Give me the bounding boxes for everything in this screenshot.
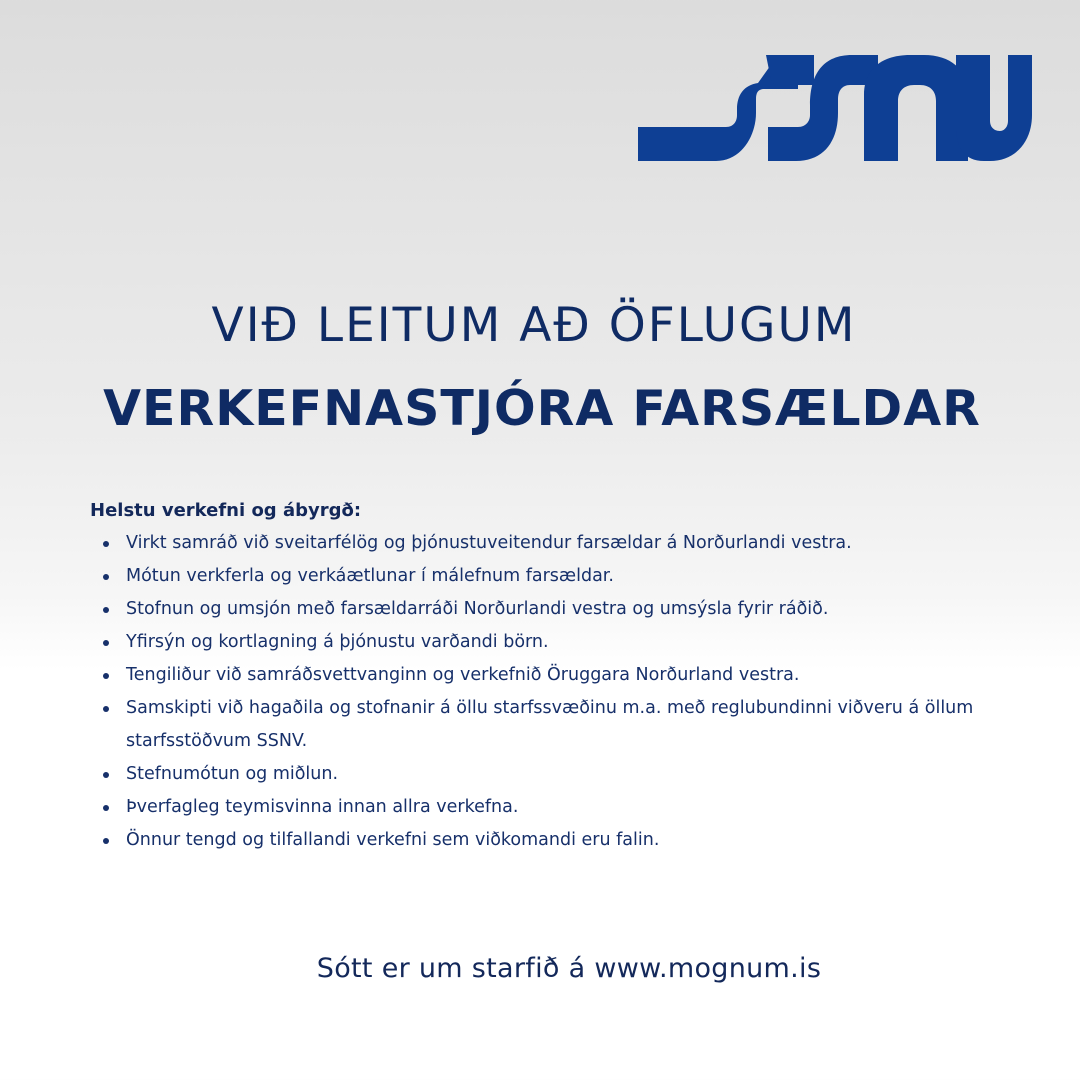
list-item [90, 758, 1030, 791]
bullet-icon [103, 805, 109, 811]
list-item-text: Samskipti við hagaðila og stofnanir á öllu starfssvæðinu m.a. með reglubundinni viðveru á öllum starfsstöðvum SSNV. [126, 698, 974, 751]
list-item-text: Stofnun og umsjón með farsældarráði Norðurlandi vestra og umsýsla fyrir ráðið. [126, 599, 829, 619]
list-item-text: Önnur tengd og tilfallandi verkefni sem viðkomandi eru falin. [126, 830, 660, 850]
responsibilities-list [90, 527, 1030, 857]
list-item [90, 560, 1030, 593]
application-link-text: Sótt er um starfið á www.mognum.is [316, 953, 822, 984]
list-item-text: Stefnumótun og miðlun. [126, 764, 339, 784]
responsibilities-section [90, 500, 1030, 857]
bullet-icon [103, 838, 109, 844]
list-item-text: Mótun verkferla og verkáætlunar í málefnum farsældar. [126, 566, 614, 586]
list-item [90, 593, 1030, 626]
list-item [90, 626, 1030, 659]
ssnv-logo [638, 55, 1032, 161]
list-item [90, 791, 1030, 824]
bullet-icon [103, 541, 109, 547]
headline-line-1: VIÐ LEITUM AÐ ÖFLUGUM [211, 298, 857, 353]
list-item-text: Tengiliður við samráðsvettvanginn og verkefnið Öruggara Norðurland vestra. [126, 665, 800, 685]
list-item [90, 659, 1030, 692]
list-item [90, 527, 1030, 560]
headline-line-2: VERKEFNASTJÓRA FARSÆLDAR [103, 380, 981, 437]
list-item [90, 692, 1030, 758]
responsibilities-heading: Helstu verkefni og ábyrgð: [90, 500, 362, 521]
bullet-icon [103, 574, 109, 580]
bullet-icon [103, 607, 109, 613]
list-item [90, 824, 1030, 857]
bullet-icon [103, 772, 109, 778]
bullet-icon [103, 640, 109, 646]
bullet-icon [103, 706, 109, 712]
list-item-text: Virkt samráð við sveitarfélög og þjónustuveitendur farsældar á Norðurlandi vestra. [126, 533, 852, 553]
list-item-text: Þverfagleg teymisvinna innan allra verkefna. [126, 797, 519, 817]
bullet-icon [103, 673, 109, 679]
list-item-text: Yfirsýn og kortlagning á þjónustu varðandi börn. [126, 632, 549, 652]
